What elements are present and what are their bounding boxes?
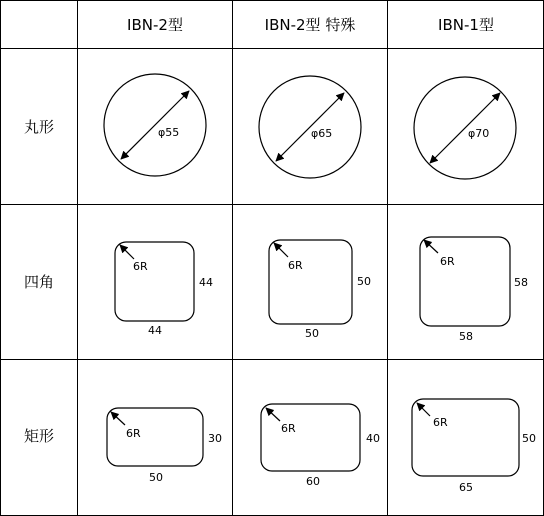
height-label: 44 [199,276,213,289]
column-header: IBN-2型 [127,16,183,34]
height-label: 40 [366,432,380,445]
radius-label: 6R [440,255,455,268]
circle-shape [414,77,516,179]
square-shape [269,240,352,324]
radius-label: 6R [288,259,303,272]
height-label: 58 [514,276,528,289]
width-label: 65 [459,481,473,494]
column-header: IBN-2型 特殊 [264,16,356,34]
width-label: 50 [149,471,163,484]
height-label: 30 [208,432,222,445]
circle-shape [104,74,206,176]
width-label: 44 [148,324,162,337]
rectangle-shape [261,404,360,471]
rectangle-shape [107,408,203,466]
circle-shape [259,76,361,178]
column-header: IBN-1型 [438,16,494,34]
width-label: 58 [459,330,473,343]
square-shape [115,242,194,321]
row-header: 四角 [23,273,55,291]
rectangle-shape [412,399,519,476]
diameter-label: φ70 [468,127,490,140]
radius-label: 6R [126,427,141,440]
width-label: 60 [306,475,320,488]
diameter-label: φ65 [311,127,333,140]
width-label: 50 [305,327,319,340]
square-shape [420,237,510,326]
row-header: 矩形 [23,427,55,445]
radius-label: 6R [133,260,148,273]
height-label: 50 [357,275,371,288]
row-header: 丸形 [23,118,55,136]
diameter-label: φ55 [158,126,180,139]
height-label: 50 [522,432,536,445]
radius-label: 6R [433,416,448,429]
radius-label: 6R [281,422,296,435]
